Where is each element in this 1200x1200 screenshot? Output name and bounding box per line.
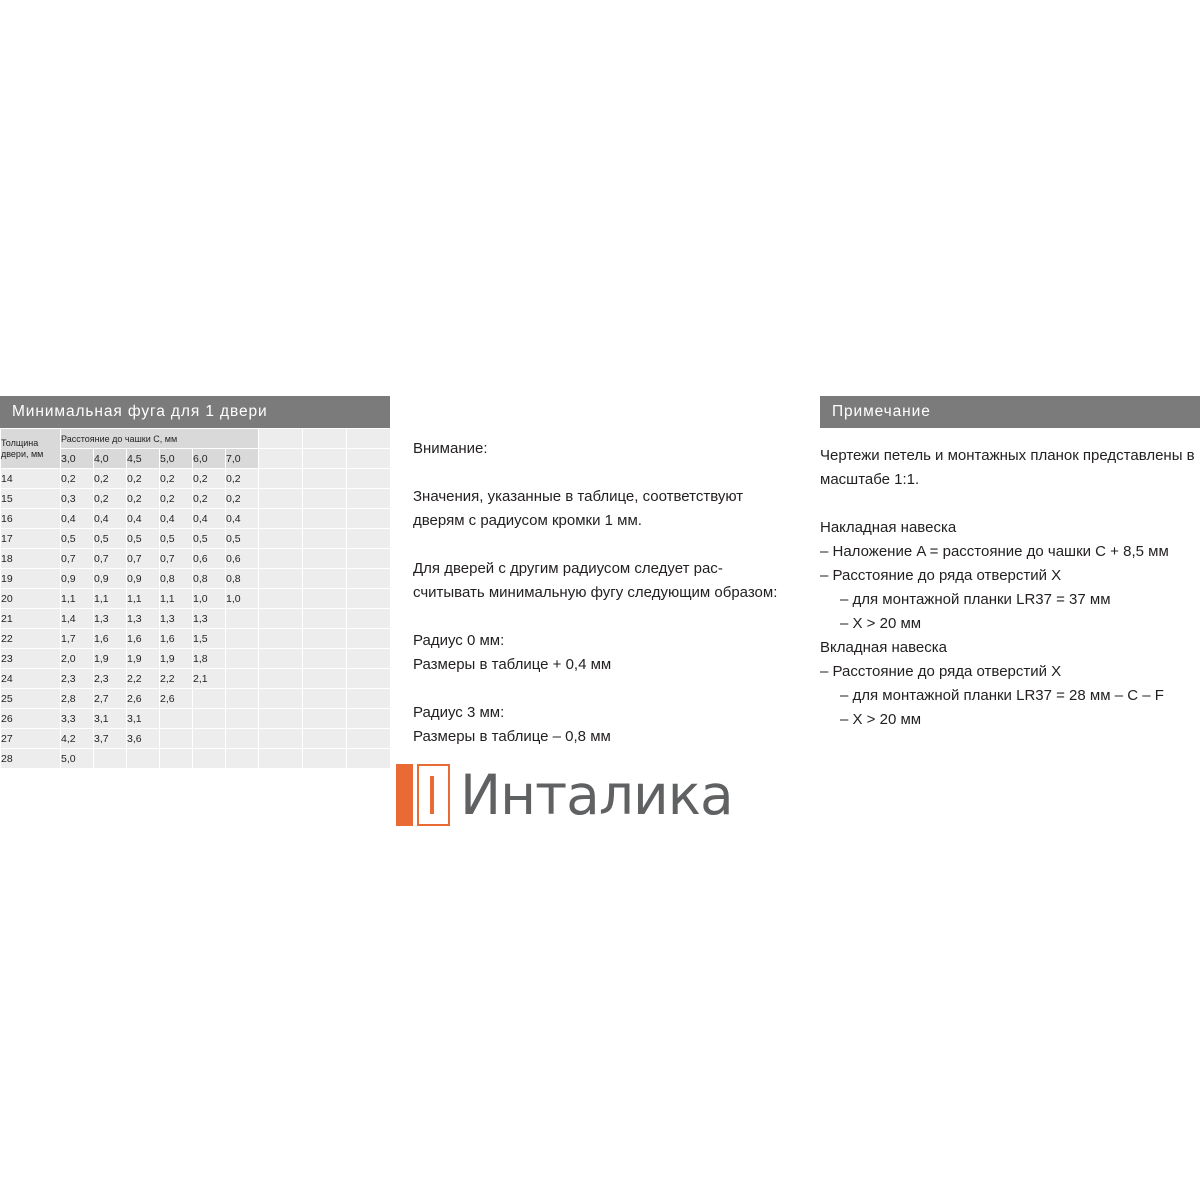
header-col-5: 7,0 (226, 449, 259, 469)
cell-empty (127, 749, 160, 769)
note-section-1-title: Накладная навеска (820, 519, 957, 536)
cell-empty (193, 709, 226, 729)
note-section-1-line-2: – для монтажной планки LR37 = 37 мм (840, 591, 1111, 608)
cell-value: 0,3 (61, 489, 94, 509)
filler-cell (347, 589, 391, 609)
logo-mark-icon (396, 764, 450, 826)
filler-cell (259, 749, 303, 769)
table-row (1, 549, 391, 569)
cell-thickness: 17 (1, 529, 61, 549)
cell-value: 0,2 (127, 489, 160, 509)
filler-cell (259, 589, 303, 609)
cell-value: 3,6 (127, 729, 160, 749)
cell-value: 0,2 (193, 489, 226, 509)
cell-thickness: 20 (1, 589, 61, 609)
table-row (1, 529, 391, 549)
cell-value: 1,0 (193, 589, 226, 609)
table-header-row-1 (1, 429, 391, 449)
header-distance: Расстояние до чашки С, мм (61, 429, 259, 449)
filler-cell (259, 729, 303, 749)
filler-cell (259, 509, 303, 529)
filler-cell (347, 629, 391, 649)
filler-cell (347, 669, 391, 689)
cell-empty (160, 709, 193, 729)
cell-empty (226, 729, 259, 749)
filler-cell (347, 429, 391, 449)
logo-bar-left (396, 764, 413, 826)
cell-value: 1,7 (61, 629, 94, 649)
filler-cell (347, 469, 391, 489)
cell-value: 1,4 (61, 609, 94, 629)
filler-cell (259, 529, 303, 549)
filler-cell (303, 749, 347, 769)
cell-value: 0,2 (160, 469, 193, 489)
cell-value: 5,0 (61, 749, 94, 769)
cell-value: 2,2 (160, 669, 193, 689)
filler-cell (303, 709, 347, 729)
table-row (1, 509, 391, 529)
filler-cell (347, 489, 391, 509)
filler-cell (259, 549, 303, 569)
cell-thickness: 19 (1, 569, 61, 589)
header-col-4: 6,0 (193, 449, 226, 469)
filler-cell (303, 729, 347, 749)
radius-0-text: Размеры в таблице + 0,4 мм (413, 656, 612, 673)
note-section-1-line-0: – Наложение A = расстояние до чашки C + 8,5 мм (820, 543, 1169, 560)
cell-value: 0,8 (193, 569, 226, 589)
cell-value: 0,7 (61, 549, 94, 569)
filler-cell (259, 689, 303, 709)
header-col-0: 3,0 (61, 449, 94, 469)
filler-cell (303, 609, 347, 629)
cell-value: 1,8 (193, 649, 226, 669)
cell-value: 0,2 (127, 469, 160, 489)
notice-heading: Внимание: (413, 440, 488, 457)
cell-empty (226, 629, 259, 649)
cell-value: 0,2 (94, 469, 127, 489)
filler-cell (303, 589, 347, 609)
table-row (1, 489, 391, 509)
filler-cell (303, 449, 347, 469)
note-intro: Чертежи петель и монтажных планок представлены в масштабе 1:1. (820, 447, 1195, 488)
cell-empty (226, 709, 259, 729)
filler-cell (347, 509, 391, 529)
radius-0-title: Радиус 0 мм: (413, 632, 505, 649)
filler-cell (347, 689, 391, 709)
cell-thickness: 15 (1, 489, 61, 509)
cell-empty (226, 649, 259, 669)
cell-thickness: 24 (1, 669, 61, 689)
radius-3-title: Радиус 3 мм: (413, 704, 505, 721)
panel-title-note: Примечание (820, 396, 1200, 428)
table-row (1, 649, 391, 669)
table-row (1, 689, 391, 709)
filler-cell (347, 449, 391, 469)
cell-value: 1,9 (160, 649, 193, 669)
cell-value: 0,6 (193, 549, 226, 569)
cell-value: 3,3 (61, 709, 94, 729)
filler-cell (303, 569, 347, 589)
table-row (1, 729, 391, 749)
cell-value: 1,1 (94, 589, 127, 609)
cell-value: 1,1 (61, 589, 94, 609)
cell-thickness: 22 (1, 629, 61, 649)
cell-value: 0,4 (226, 509, 259, 529)
table-row (1, 709, 391, 729)
cell-thickness: 18 (1, 549, 61, 569)
cell-value: 0,5 (61, 529, 94, 549)
filler-cell (347, 569, 391, 589)
notice-paragraph-1: Значения, указанные в таблице, соответствуют дверям с радиусом кромки 1 мм. (413, 488, 744, 529)
cell-value: 0,9 (61, 569, 94, 589)
cell-value: 3,1 (94, 709, 127, 729)
filler-cell (303, 489, 347, 509)
filler-cell (303, 529, 347, 549)
filler-cell (347, 529, 391, 549)
cell-value: 3,1 (127, 709, 160, 729)
spacer (820, 492, 1200, 516)
cell-value: 0,8 (160, 569, 193, 589)
cell-value: 0,2 (160, 489, 193, 509)
cell-value: 3,7 (94, 729, 127, 749)
cell-thickness: 23 (1, 649, 61, 669)
brand-logo (396, 760, 806, 830)
notice-column (413, 437, 783, 773)
cell-empty (226, 689, 259, 709)
cell-value: 0,8 (226, 569, 259, 589)
notice-paragraph-2: Для дверей с другим радиусом следует рассчитывать минимальную фугу следующим образом: (413, 560, 778, 601)
filler-cell (303, 629, 347, 649)
note-section-1-line-1: – Расстояние до ряда отверстий X (820, 567, 1062, 584)
header-col-1: 4,0 (94, 449, 127, 469)
cell-value: 0,2 (61, 469, 94, 489)
logo-wordmark: Инталика (460, 762, 733, 827)
table-row (1, 629, 391, 649)
table-row (1, 669, 391, 689)
cell-value: 2,7 (94, 689, 127, 709)
cell-value: 0,4 (193, 509, 226, 529)
cell-empty (193, 689, 226, 709)
cell-value: 0,5 (94, 529, 127, 549)
cell-empty (193, 749, 226, 769)
cell-value: 1,9 (127, 649, 160, 669)
cell-thickness: 21 (1, 609, 61, 629)
cell-thickness: 25 (1, 689, 61, 709)
cell-value: 1,5 (193, 629, 226, 649)
note-section-2-title: Вкладная навеска (820, 639, 948, 656)
filler-cell (259, 489, 303, 509)
cell-value: 2,3 (61, 669, 94, 689)
filler-cell (303, 429, 347, 449)
table-row (1, 569, 391, 589)
note-section-2-line-1: – для монтажной планки LR37 = 28 мм – C – F (840, 687, 1164, 704)
note-section-2-line-0: – Расстояние до ряда отверстий X (820, 663, 1062, 680)
filler-cell (347, 549, 391, 569)
filler-cell (303, 509, 347, 529)
logo-bar-right (417, 764, 450, 826)
filler-cell (303, 549, 347, 569)
panel-title-minimum-gap: Минимальная фуга для 1 двери (0, 396, 390, 428)
note-section-1-line-3: – X > 20 мм (840, 615, 922, 632)
minimum-gap-table (0, 428, 391, 769)
filler-cell (347, 729, 391, 749)
cell-value: 2,8 (61, 689, 94, 709)
minimum-gap-table-panel (0, 396, 390, 769)
table-row (1, 749, 391, 769)
filler-cell (259, 449, 303, 469)
cell-value: 1,0 (226, 589, 259, 609)
cell-value: 2,0 (61, 649, 94, 669)
cell-value: 0,6 (226, 549, 259, 569)
filler-cell (303, 689, 347, 709)
cell-empty (160, 729, 193, 749)
cell-value: 0,2 (226, 489, 259, 509)
filler-cell (259, 649, 303, 669)
cell-value: 0,4 (94, 509, 127, 529)
cell-value: 0,2 (226, 469, 259, 489)
filler-cell (303, 649, 347, 669)
header-col-2: 4,5 (127, 449, 160, 469)
filler-cell (303, 469, 347, 489)
cell-empty (94, 749, 127, 769)
cell-value: 0,2 (94, 489, 127, 509)
cell-value: 1,3 (193, 609, 226, 629)
filler-cell (259, 469, 303, 489)
cell-value: 0,9 (127, 569, 160, 589)
cell-value: 0,5 (226, 529, 259, 549)
cell-thickness: 26 (1, 709, 61, 729)
cell-empty (193, 729, 226, 749)
cell-empty (226, 669, 259, 689)
note-section-2-line-2: – X > 20 мм (840, 711, 922, 728)
filler-cell (259, 429, 303, 449)
note-panel (820, 396, 1200, 732)
filler-cell (259, 709, 303, 729)
cell-value: 1,6 (94, 629, 127, 649)
cell-empty (226, 609, 259, 629)
filler-cell (347, 649, 391, 669)
note-panel-body (820, 444, 1200, 732)
cell-value: 1,3 (127, 609, 160, 629)
cell-value: 0,5 (127, 529, 160, 549)
cell-value: 4,2 (61, 729, 94, 749)
cell-thickness: 14 (1, 469, 61, 489)
cell-value: 0,7 (94, 549, 127, 569)
radius-3-text: Размеры в таблице – 0,8 мм (413, 728, 611, 745)
cell-value: 2,1 (193, 669, 226, 689)
cell-value: 0,5 (193, 529, 226, 549)
cell-value: 2,6 (127, 689, 160, 709)
filler-cell (347, 749, 391, 769)
cell-value: 0,4 (160, 509, 193, 529)
cell-thickness: 16 (1, 509, 61, 529)
filler-cell (259, 669, 303, 689)
filler-cell (347, 609, 391, 629)
cell-value: 0,4 (61, 509, 94, 529)
cell-value: 2,3 (94, 669, 127, 689)
cell-value: 0,4 (127, 509, 160, 529)
cell-value: 0,2 (193, 469, 226, 489)
cell-value: 0,9 (94, 569, 127, 589)
cell-value: 0,7 (160, 549, 193, 569)
filler-cell (259, 629, 303, 649)
table-row (1, 589, 391, 609)
filler-cell (347, 709, 391, 729)
cell-thickness: 28 (1, 749, 61, 769)
table-row (1, 609, 391, 629)
header-col-3: 5,0 (160, 449, 193, 469)
cell-value: 2,2 (127, 669, 160, 689)
cell-value: 1,6 (127, 629, 160, 649)
filler-cell (259, 609, 303, 629)
cell-thickness: 27 (1, 729, 61, 749)
cell-value: 1,3 (94, 609, 127, 629)
cell-value: 0,7 (127, 549, 160, 569)
cell-value: 1,3 (160, 609, 193, 629)
cell-value: 1,1 (160, 589, 193, 609)
cell-empty (160, 749, 193, 769)
cell-value: 2,6 (160, 689, 193, 709)
cell-value: 1,6 (160, 629, 193, 649)
cell-value: 1,1 (127, 589, 160, 609)
cell-value: 0,5 (160, 529, 193, 549)
header-thickness: Толщина двери, мм (1, 429, 61, 469)
filler-cell (303, 669, 347, 689)
filler-cell (259, 569, 303, 589)
cell-empty (226, 749, 259, 769)
table-row (1, 469, 391, 489)
cell-value: 1,9 (94, 649, 127, 669)
